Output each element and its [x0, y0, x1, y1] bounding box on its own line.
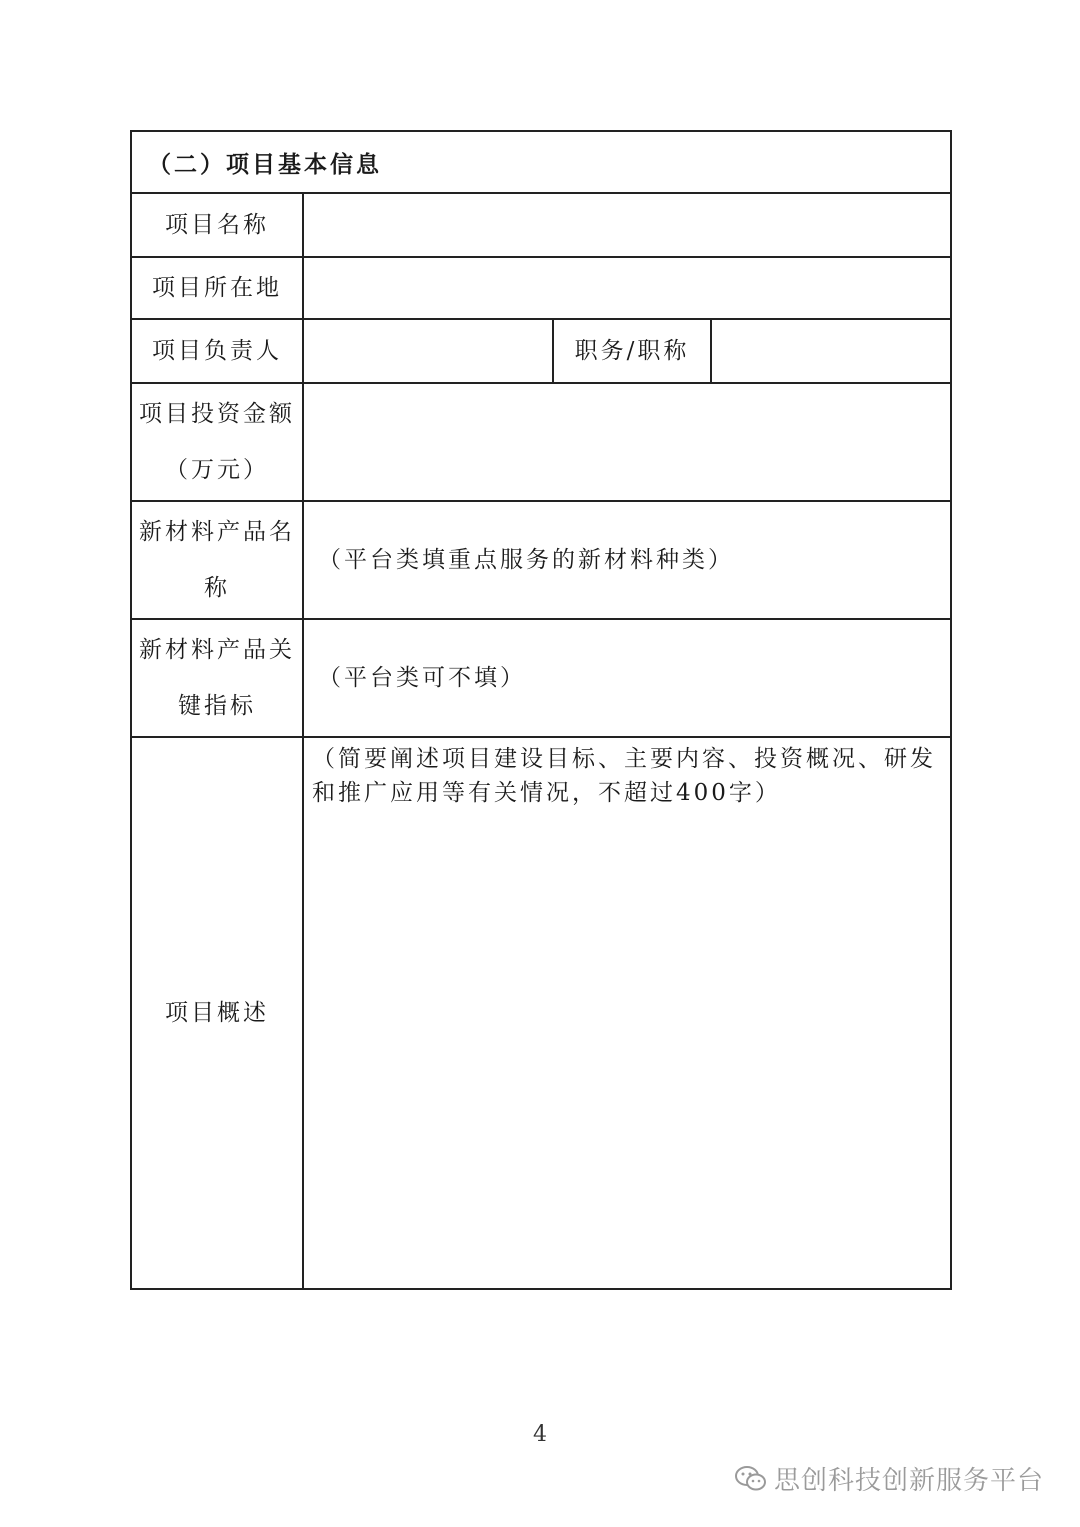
key-index-label-line2: 键指标: [178, 693, 256, 719]
page-number: 4: [533, 1422, 547, 1447]
watermark: [734, 1460, 1044, 1497]
watermark-text: 思创科技创新服务平台: [773, 1466, 1044, 1496]
product-name-label-line2: 称: [204, 575, 230, 601]
project-leader-label: 项目负责人: [131, 319, 303, 383]
product-name-field[interactable]: [303, 501, 951, 619]
key-index-label-line1: 新材料产品关: [139, 637, 295, 663]
investment-field[interactable]: [303, 383, 951, 501]
product-name-label-line1: 新材料产品名: [139, 519, 295, 545]
overview-hint: （简要阐述项目建设目标、主要内容、投资概况、研发和推广应用等有关情况，不超过400字）: [312, 746, 936, 806]
overview-field[interactable]: [303, 737, 951, 1289]
project-location-field[interactable]: [303, 257, 951, 319]
investment-label-line1: 项目投资金额: [139, 401, 295, 427]
project-name-field[interactable]: [303, 193, 951, 257]
investment-label: [131, 383, 303, 501]
project-info-form: [130, 130, 952, 1290]
project-location-label: 项目所在地: [131, 257, 303, 319]
position-title-field[interactable]: [711, 319, 951, 383]
key-index-label: [131, 619, 303, 737]
section-title: （二）项目基本信息: [131, 131, 951, 193]
position-title-label: 职务/职称: [553, 319, 711, 383]
investment-label-line2: （万元）: [165, 457, 269, 483]
key-index-field[interactable]: [303, 619, 951, 737]
product-name-label: [131, 501, 303, 619]
product-name-hint: （平台类填重点服务的新材料种类）: [318, 547, 734, 573]
project-leader-field[interactable]: [303, 319, 553, 383]
overview-label: 项目概述: [131, 737, 303, 1289]
key-index-hint: （平台类可不填）: [318, 665, 526, 691]
wechat-icon: [734, 1464, 768, 1494]
project-name-label: 项目名称: [131, 193, 303, 257]
